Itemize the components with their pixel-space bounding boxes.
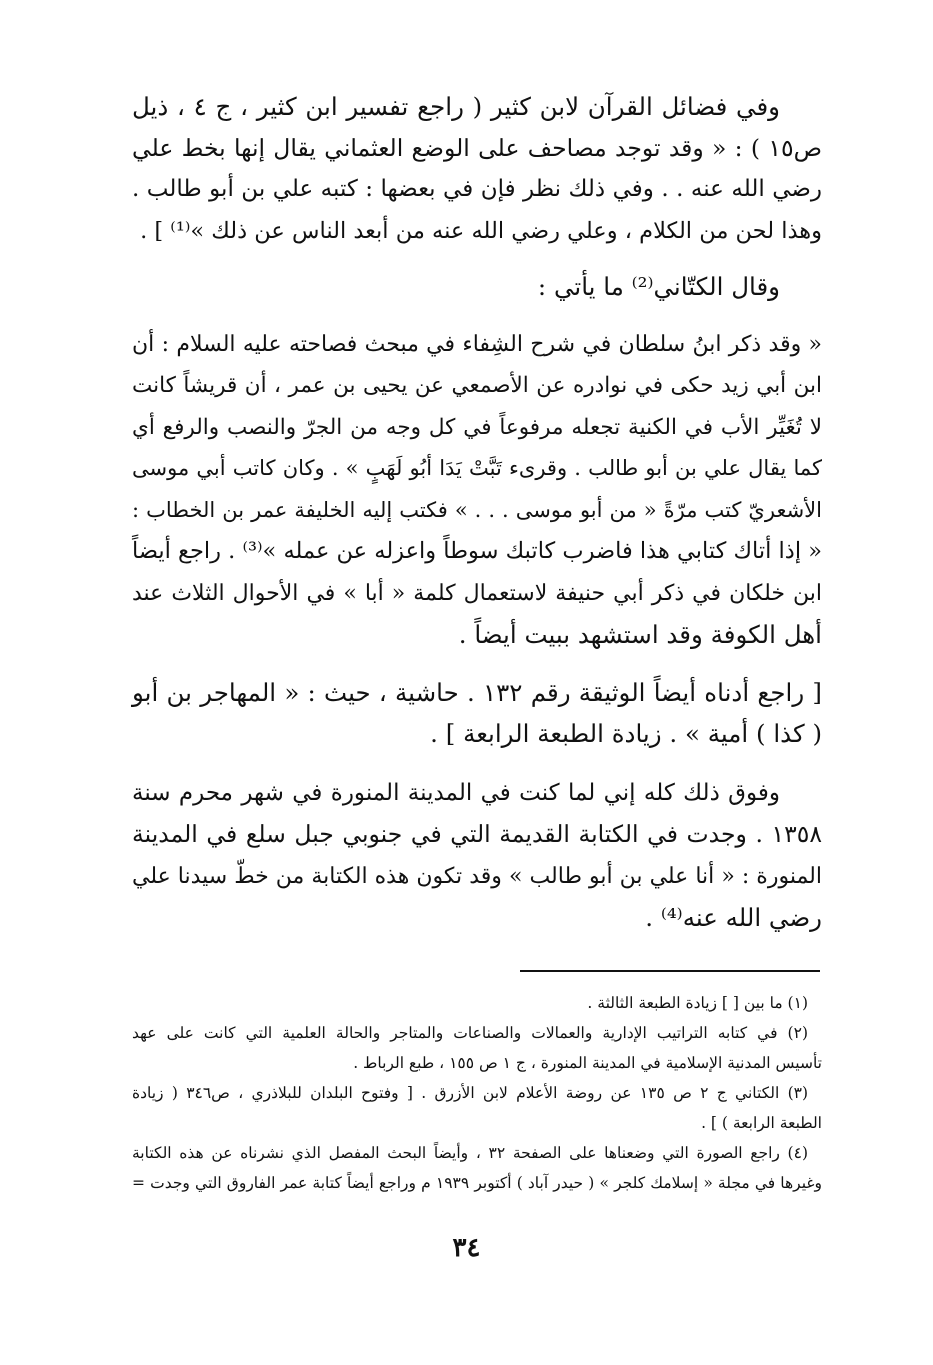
footnote-line: (٢) في كتابه التراتيب الإدارية والعمالات والصناعات والمتاجر والحالة العلمية التي كانت على عهد (132, 1024, 808, 1042)
text-line: رضي الله عنه . . وفي ذلك نظر فإن في بعضها : كتبه علي بن أبو طالب . (132, 176, 822, 202)
footnote-4 (132, 1138, 822, 1198)
paragraph-5 (132, 773, 822, 939)
paragraph-1 (132, 86, 822, 252)
text-line: لا تُغَيِّر الأب في الكنية تجعله مرفوعاً في كل وجه من الجرّ والنصب والرفع أي (132, 414, 822, 440)
text-line: ص١٥ ) : « وقد توجد مصاحف على الوضع العثماني يقال إنها بخط علي (132, 133, 822, 162)
footnote-line: الطبعة الرابعة ) ] . (701, 1114, 822, 1132)
footnote-line: (٣) الكتاني ج ٢ ص ١٣٥ عن روضة الأعلام لابن الأزرق . [ وفتوح البلدان للبلاذري ، ص٣٤٦ ( زيادة (132, 1084, 809, 1102)
text-line: وفوق ذلك كله إني لما كنت في المدينة المنورة في شهر محرم سنة (132, 779, 780, 806)
footnote-line: (٤) راجع الصورة التي وضعناها على الصفحة ٣٢ ، وأيضاً البحث المفصل الذي نشرناه عن هذه الكتابة (132, 1144, 808, 1162)
text-line: وفي فضائل القرآن لابن كثير ( راجع تفسير ابن كثير ، ج ٤ ، ذيل (132, 92, 780, 121)
text-line: رضي الله عنه⁽⁴⁾ . (645, 903, 822, 932)
footnote-divider (520, 970, 820, 972)
footnote-line: وغيرها في مجلة « إسلامك كلجر » ( حيدر آباد ) أكتوبر ١٩٣٩ م وراجع أيضاً كتابة عمر الفاروق التي وجدت = (132, 1174, 822, 1192)
paragraph-4 (132, 672, 822, 755)
footnote-1 (132, 988, 822, 1018)
text-line: أهل الكوفة وقد استشهد ببيت أيضاً . (458, 620, 822, 649)
page-number: ٣٤ (452, 1233, 481, 1263)
footnote-3 (132, 1078, 822, 1138)
text-line: [ راجع أدناه أيضاً الوثيقة رقم ١٣٢ . حاشية ، حيث : « المهاجر بن أبو (132, 677, 822, 707)
paragraph-3 (132, 324, 822, 656)
text-line: الأشعريّ كتب مرّةً « من أبو موسى . . . » فكتب إليه الخليفة عمر بن الخطاب : (132, 497, 822, 522)
text-line: كما يقال علي بن أبو طالب . وقرىء تَبَّتْ يَدَا أبُو لَهَبٍ » . وكان كاتب أبي موسى (132, 456, 822, 480)
text-line: وهذا لحن من الكلام ، وعلي رضي الله عنه من أبعد الناس عن ذلك »⁽¹⁾ ] . (140, 217, 822, 244)
footnote-line: (١) ما بين [ ] زيادة الطبعة الثالثة . (587, 994, 808, 1012)
footnote-2 (132, 1018, 822, 1078)
main-text (132, 86, 822, 939)
text-line: ابن خلكان في ذكر أبي حنيفة لاستعمال كلمة « أبا » في الأحوال الثلاث عند (132, 580, 822, 606)
footnotes (132, 988, 822, 1198)
text-line: ابن أبي زيد حكى في نوادره عن الأصمعي عن يحيى بن عمر ، أن قريشاً كانت (132, 373, 822, 398)
text-line: « إذا أتاك كتابي هذا فاضرب كاتبك سوطاً واعزله عن عمله »⁽³⁾ . راجع أيضاً (131, 538, 822, 564)
text-line: ١٣٥٨ . وجدت في الكتابة القديمة التي في جنوبي جبل سلع في المدينة (132, 820, 822, 848)
text-line: « وقد ذكر ابنُ سلطان في شرح الشِفاء في مبحث فصاحته عليه السلام : أن (132, 331, 822, 357)
text-line: وقال الكتّاني⁽²⁾ ما يأتي : (537, 272, 780, 301)
text-line: المنورة : « أنا علي بن أبو طالب » وقد تكون هذه الكتابة من خطّ سيدنا علي (132, 863, 822, 889)
footnote-line: تأسيس المدنية الإسلامية في المدينة المنورة ، ج ١ ص ١٥٥ ، طبع الرباط . (353, 1054, 822, 1072)
paragraph-2 (132, 266, 822, 308)
text-line: ( كذا ) أمية » . زيادة الطبعة الرابعة ] . (430, 719, 822, 748)
